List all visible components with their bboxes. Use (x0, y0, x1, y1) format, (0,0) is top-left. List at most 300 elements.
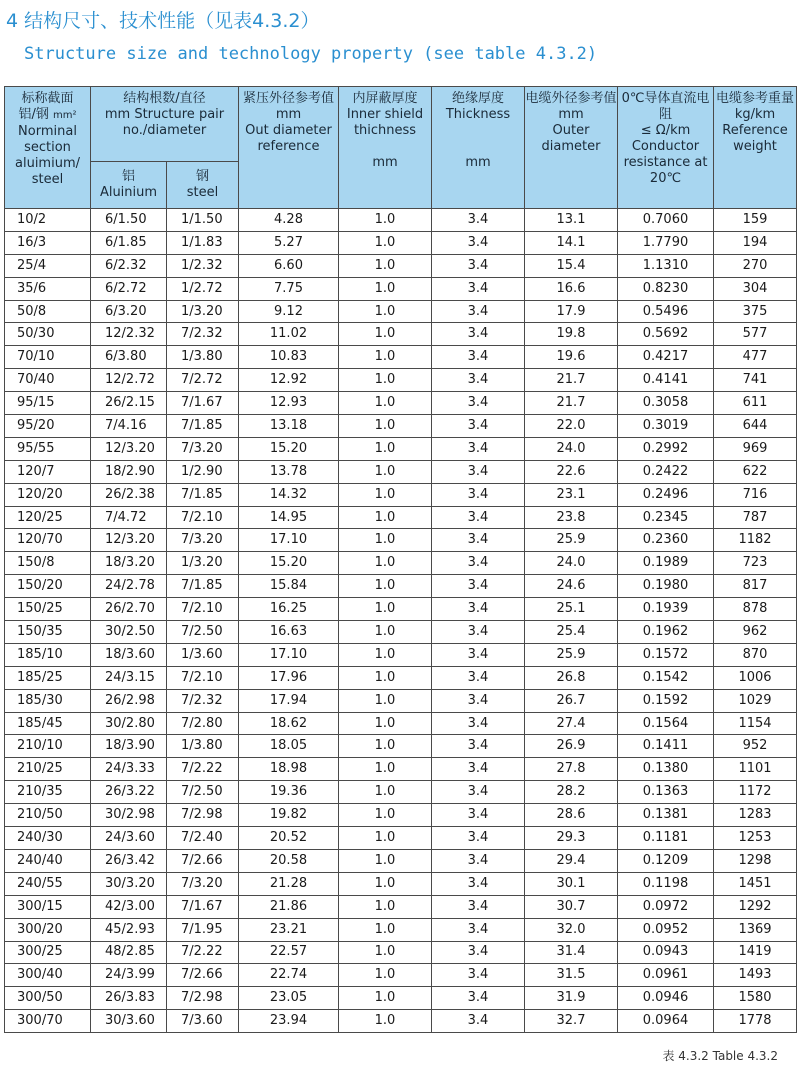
table-cell: 7/3.60 (167, 1010, 239, 1033)
table-cell: 3.4 (432, 1010, 525, 1033)
table-cell: 7.75 (239, 277, 339, 300)
table-cell: 969 (714, 437, 797, 460)
table-row (5, 964, 797, 987)
header-unit: mm (372, 155, 398, 170)
header-text: Thickness (445, 107, 511, 122)
table-row (5, 781, 797, 804)
header-text: mm Structure pair no./diameter (104, 107, 225, 138)
table-cell: 6.60 (239, 254, 339, 277)
table-cell: 27.8 (525, 758, 618, 781)
table-cell: 7/1.85 (167, 575, 239, 598)
table-cell: 1172 (714, 781, 797, 804)
header-text: Reference weight (722, 123, 788, 154)
table-cell: 70/40 (5, 369, 91, 392)
header-text: 铝/钢 mm² (18, 107, 77, 122)
table-cell: 3.4 (432, 712, 525, 735)
table-cell: 1/3.20 (167, 300, 239, 323)
table-cell: 7/2.50 (167, 781, 239, 804)
table-cell: 30/3.20 (91, 872, 167, 895)
table-cell: 1/2.72 (167, 277, 239, 300)
table-cell: 210/10 (5, 735, 91, 758)
table-cell: 3.4 (432, 369, 525, 392)
table-cell: 1.0 (339, 323, 432, 346)
table-cell: 23.8 (525, 506, 618, 529)
table-cell: 6/2.72 (91, 277, 167, 300)
table-cell: 0.0952 (618, 918, 714, 941)
table-cell: 15.4 (525, 254, 618, 277)
table-cell: 1.0 (339, 369, 432, 392)
table-cell: 22.74 (239, 964, 339, 987)
table-cell: 150/35 (5, 621, 91, 644)
table-cell: 0.4141 (618, 369, 714, 392)
header-steel (167, 162, 239, 209)
table-cell: 7/2.10 (167, 506, 239, 529)
table-cell: 3.4 (432, 506, 525, 529)
table-cell: 1/2.90 (167, 460, 239, 483)
table-cell: 16.6 (525, 277, 618, 300)
table-cell: 18/3.90 (91, 735, 167, 758)
table-cell: 7/2.32 (167, 689, 239, 712)
table-cell: 300/40 (5, 964, 91, 987)
table-cell: 375 (714, 300, 797, 323)
table-cell: 1.0 (339, 781, 432, 804)
table-cell: 0.5496 (618, 300, 714, 323)
table-cell: 7/4.16 (91, 415, 167, 438)
table-cell: 7/2.72 (167, 369, 239, 392)
table-cell: 0.3019 (618, 415, 714, 438)
table-cell: 1101 (714, 758, 797, 781)
table-cell: 0.0964 (618, 1010, 714, 1033)
table-cell: 300/20 (5, 918, 91, 941)
header-outer-diameter (525, 87, 618, 209)
table-row (5, 209, 797, 232)
table-cell: 19.36 (239, 781, 339, 804)
table-cell: 1.0 (339, 987, 432, 1010)
header-conductor-resistance (618, 87, 714, 209)
table-cell: 7/3.20 (167, 872, 239, 895)
table-cell: 1.0 (339, 552, 432, 575)
table-cell: 3.4 (432, 346, 525, 369)
table-cell: 3.4 (432, 941, 525, 964)
table-cell: 0.2345 (618, 506, 714, 529)
table-cell: 7/2.98 (167, 987, 239, 1010)
table-cell: 1.0 (339, 300, 432, 323)
table-cell: 18.98 (239, 758, 339, 781)
table-cell: 1182 (714, 529, 797, 552)
table-cell: 0.1542 (618, 666, 714, 689)
table-row (5, 987, 797, 1010)
table-cell: 1.0 (339, 392, 432, 415)
table-row (5, 552, 797, 575)
header-inner-shield (339, 87, 432, 209)
table-cell: 14.1 (525, 231, 618, 254)
table-cell: 16.63 (239, 621, 339, 644)
table-cell: 50/8 (5, 300, 91, 323)
table-cell: 95/55 (5, 437, 91, 460)
table-row (5, 231, 797, 254)
table-cell: 0.1564 (618, 712, 714, 735)
table-cell: 1.0 (339, 209, 432, 232)
table-cell: 1.0 (339, 895, 432, 918)
table-cell: 25.9 (525, 643, 618, 666)
table-cell: 7/2.32 (167, 323, 239, 346)
table-cell: 1/3.80 (167, 735, 239, 758)
table-cell: 210/25 (5, 758, 91, 781)
table-row (5, 598, 797, 621)
table-row (5, 460, 797, 483)
table-cell: 0.2360 (618, 529, 714, 552)
table-row (5, 918, 797, 941)
table-cell: 19.8 (525, 323, 618, 346)
table-cell: 120/70 (5, 529, 91, 552)
table-cell: 3.4 (432, 392, 525, 415)
table-cell: 0.1980 (618, 575, 714, 598)
table-cell: 24.0 (525, 552, 618, 575)
table-cell: 24/3.15 (91, 666, 167, 689)
table-cell: 1.7790 (618, 231, 714, 254)
table-cell: 10.83 (239, 346, 339, 369)
table-cell: 185/30 (5, 689, 91, 712)
table-cell: 6/1.50 (91, 209, 167, 232)
table-cell: 7/2.22 (167, 941, 239, 964)
table-cell: 0.0961 (618, 964, 714, 987)
table-row (5, 666, 797, 689)
table-cell: 26/2.70 (91, 598, 167, 621)
table-cell: 17.9 (525, 300, 618, 323)
table-cell: 1.0 (339, 415, 432, 438)
table-cell: 26/3.42 (91, 849, 167, 872)
table-cell: 26/2.98 (91, 689, 167, 712)
table-cell: 0.1962 (618, 621, 714, 644)
header-text: 电缆参考重量 (715, 91, 794, 106)
table-cell: 7/3.20 (167, 529, 239, 552)
table-cell: 3.4 (432, 689, 525, 712)
table-cell: 13.18 (239, 415, 339, 438)
table-cell: 30/3.60 (91, 1010, 167, 1033)
table-cell: 70/10 (5, 346, 91, 369)
table-cell: 1369 (714, 918, 797, 941)
table-cell: 3.4 (432, 209, 525, 232)
table-cell: 185/10 (5, 643, 91, 666)
table-cell: 1.0 (339, 254, 432, 277)
table-cell: 3.4 (432, 666, 525, 689)
table-cell: 7/2.40 (167, 827, 239, 850)
table-cell: 817 (714, 575, 797, 598)
table-cell: 194 (714, 231, 797, 254)
table-cell: 1/3.60 (167, 643, 239, 666)
table-row (5, 483, 797, 506)
table-cell: 3.4 (432, 804, 525, 827)
table-row (5, 643, 797, 666)
table-cell: 7/2.50 (167, 621, 239, 644)
table-cell: 7/3.20 (167, 437, 239, 460)
table-cell: 3.4 (432, 575, 525, 598)
table-cell: 11.02 (239, 323, 339, 346)
table-cell: 13.1 (525, 209, 618, 232)
table-cell: 19.6 (525, 346, 618, 369)
table-cell: 0.5692 (618, 323, 714, 346)
table-cell: 1580 (714, 987, 797, 1010)
table-cell: 21.7 (525, 392, 618, 415)
table-cell: 300/70 (5, 1010, 91, 1033)
table-cell: 22.57 (239, 941, 339, 964)
header-text: 紧压外径参考值mm (242, 91, 334, 122)
table-cell: 120/7 (5, 460, 91, 483)
table-cell: 952 (714, 735, 797, 758)
table-cell: 300/25 (5, 941, 91, 964)
table-cell: 3.4 (432, 598, 525, 621)
table-cell: 210/50 (5, 804, 91, 827)
header-nominal-section (5, 87, 91, 209)
table-cell: 24.6 (525, 575, 618, 598)
table-cell: 3.4 (432, 483, 525, 506)
table-cell: 7/2.66 (167, 849, 239, 872)
table-cell: 210/35 (5, 781, 91, 804)
table-cell: 6/3.20 (91, 300, 167, 323)
table-cell: 0.2496 (618, 483, 714, 506)
section-title-en: Structure size and technology property (see table 4.3.2) (24, 44, 598, 64)
header-text: Norminal section aluimium/ steel (15, 124, 80, 187)
table-cell: 18.05 (239, 735, 339, 758)
table-cell: 240/55 (5, 872, 91, 895)
table-cell: 716 (714, 483, 797, 506)
header-text: Out diameter reference (245, 123, 332, 154)
section-title-cn: 4 结构尺寸、技术性能（见表4.3.2） (6, 10, 320, 32)
table-cell: 23.21 (239, 918, 339, 941)
header-unit: mm (465, 155, 491, 170)
table-cell: 611 (714, 392, 797, 415)
table-cell: 24.0 (525, 437, 618, 460)
table-cell: 1778 (714, 1010, 797, 1033)
table-cell: 21.28 (239, 872, 339, 895)
table-cell: 95/15 (5, 392, 91, 415)
table-cell: 16.25 (239, 598, 339, 621)
header-text: Outer diameter (541, 123, 601, 154)
table-cell: 304 (714, 277, 797, 300)
table-row (5, 735, 797, 758)
table-cell: 1.0 (339, 712, 432, 735)
table-row (5, 415, 797, 438)
table-cell: 30/2.50 (91, 621, 167, 644)
table-cell: 12/2.72 (91, 369, 167, 392)
table-cell: 7/1.85 (167, 415, 239, 438)
table-cell: 1.0 (339, 529, 432, 552)
table-cell: 1.0 (339, 804, 432, 827)
table-row (5, 758, 797, 781)
table-cell: 0.1380 (618, 758, 714, 781)
table-cell: 7/4.72 (91, 506, 167, 529)
table-cell: 1.0 (339, 666, 432, 689)
header-text: 钢 (195, 169, 209, 184)
table-cell: 95/20 (5, 415, 91, 438)
table-cell: 7/1.67 (167, 895, 239, 918)
table-cell: 3.4 (432, 437, 525, 460)
table-cell: 270 (714, 254, 797, 277)
table-cell: 870 (714, 643, 797, 666)
table-cell: 878 (714, 598, 797, 621)
table-row (5, 575, 797, 598)
table-cell: 18.62 (239, 712, 339, 735)
table-cell: 6/2.32 (91, 254, 167, 277)
header-aluminium (91, 162, 167, 209)
table-cell: 26.9 (525, 735, 618, 758)
table-row (5, 872, 797, 895)
table-cell: 1.0 (339, 849, 432, 872)
table-cell: 3.4 (432, 323, 525, 346)
table-cell: 25.9 (525, 529, 618, 552)
table-cell: 30/2.80 (91, 712, 167, 735)
header-text: Aluinium (99, 185, 158, 200)
table-cell: 22.0 (525, 415, 618, 438)
table-row (5, 849, 797, 872)
table-cell: 741 (714, 369, 797, 392)
table-cell: 1006 (714, 666, 797, 689)
table-row (5, 300, 797, 323)
table-cell: 10/2 (5, 209, 91, 232)
table-cell: 14.32 (239, 483, 339, 506)
table-cell: 0.1592 (618, 689, 714, 712)
table-cell: 3.4 (432, 918, 525, 941)
table-cell: 1029 (714, 689, 797, 712)
table-row (5, 895, 797, 918)
table-cell: 3.4 (432, 827, 525, 850)
table-cell: 1.0 (339, 621, 432, 644)
table-cell: 1/3.20 (167, 552, 239, 575)
table-cell: 240/40 (5, 849, 91, 872)
table-cell: 1.0 (339, 483, 432, 506)
table-row (5, 506, 797, 529)
header-unit: kg/km (734, 107, 776, 122)
table-cell: 29.4 (525, 849, 618, 872)
table-cell: 1.0 (339, 598, 432, 621)
table-cell: 18/2.90 (91, 460, 167, 483)
table-cell: 0.1363 (618, 781, 714, 804)
table-cell: 17.94 (239, 689, 339, 712)
table-row (5, 323, 797, 346)
table-cell: 1/2.32 (167, 254, 239, 277)
table-cell: 1.0 (339, 575, 432, 598)
table-cell: 3.4 (432, 621, 525, 644)
table-row (5, 941, 797, 964)
table-cell: 3.4 (432, 300, 525, 323)
table-cell: 1451 (714, 872, 797, 895)
table-cell: 29.3 (525, 827, 618, 850)
header-text: 内屏蔽厚度 (352, 91, 418, 106)
table-cell: 28.2 (525, 781, 618, 804)
table-cell: 5.27 (239, 231, 339, 254)
table-body (5, 209, 797, 1033)
table-row (5, 1010, 797, 1033)
table-cell: 9.12 (239, 300, 339, 323)
table-row (5, 529, 797, 552)
table-cell: 185/45 (5, 712, 91, 735)
table-cell: 3.4 (432, 552, 525, 575)
table-cell: 1.0 (339, 689, 432, 712)
table-cell: 1.0 (339, 941, 432, 964)
table-cell: 300/50 (5, 987, 91, 1010)
table-cell: 1292 (714, 895, 797, 918)
table-cell: 120/20 (5, 483, 91, 506)
table-cell: 0.0946 (618, 987, 714, 1010)
table-cell: 7/2.98 (167, 804, 239, 827)
table-cell: 18/3.60 (91, 643, 167, 666)
table-cell: 0.1209 (618, 849, 714, 872)
table-cell: 22.6 (525, 460, 618, 483)
table-cell: 16/3 (5, 231, 91, 254)
table-cell: 1493 (714, 964, 797, 987)
table-cell: 32.0 (525, 918, 618, 941)
table-caption: 表 4.3.2 Table 4.3.2 (662, 1049, 778, 1063)
table-cell: 3.4 (432, 254, 525, 277)
table-cell: 15.20 (239, 437, 339, 460)
table-cell: 25.4 (525, 621, 618, 644)
table-cell: 7/2.66 (167, 964, 239, 987)
table-cell: 26/2.38 (91, 483, 167, 506)
table-cell: 25.1 (525, 598, 618, 621)
table-row (5, 712, 797, 735)
table-cell: 26/2.15 (91, 392, 167, 415)
table-cell: 3.4 (432, 781, 525, 804)
table-cell: 0.3058 (618, 392, 714, 415)
table-cell: 23.1 (525, 483, 618, 506)
table-cell: 577 (714, 323, 797, 346)
table-cell: 12.93 (239, 392, 339, 415)
header-unit: ≤ Ω/km (640, 123, 691, 138)
table-cell: 159 (714, 209, 797, 232)
table-cell: 0.1198 (618, 872, 714, 895)
table-cell: 3.4 (432, 895, 525, 918)
header-text: Conductor resistance at 20℃ (623, 139, 708, 186)
table-cell: 1.0 (339, 964, 432, 987)
table-cell: 26.8 (525, 666, 618, 689)
header-text: 标称截面 (21, 91, 74, 106)
table-row (5, 277, 797, 300)
header-out-diameter (239, 87, 339, 209)
table-row (5, 346, 797, 369)
table-cell: 0.8230 (618, 277, 714, 300)
header-insulation-thickness (432, 87, 525, 209)
table-cell: 24/3.33 (91, 758, 167, 781)
table-cell: 3.4 (432, 735, 525, 758)
table-header (5, 87, 797, 209)
table-cell: 26.7 (525, 689, 618, 712)
table-cell: 1298 (714, 849, 797, 872)
table-cell: 1/1.83 (167, 231, 239, 254)
table-cell: 21.86 (239, 895, 339, 918)
header-text: 电缆外径参考值mm (525, 91, 617, 122)
table-cell: 23.05 (239, 987, 339, 1010)
table-cell: 7/1.95 (167, 918, 239, 941)
table-cell: 0.1572 (618, 643, 714, 666)
table-cell: 26/3.83 (91, 987, 167, 1010)
table-cell: 0.2422 (618, 460, 714, 483)
table-cell: 28.6 (525, 804, 618, 827)
table-row (5, 254, 797, 277)
table-cell: 3.4 (432, 964, 525, 987)
table-cell: 3.4 (432, 231, 525, 254)
table-cell: 12/3.20 (91, 529, 167, 552)
table-cell: 32.7 (525, 1010, 618, 1033)
table-cell: 240/30 (5, 827, 91, 850)
table-cell: 1.0 (339, 758, 432, 781)
table-cell: 0.4217 (618, 346, 714, 369)
table-cell: 42/3.00 (91, 895, 167, 918)
table-cell: 3.4 (432, 643, 525, 666)
table-cell: 7/2.80 (167, 712, 239, 735)
table-cell: 14.95 (239, 506, 339, 529)
table-cell: 3.4 (432, 529, 525, 552)
table-cell: 31.9 (525, 987, 618, 1010)
